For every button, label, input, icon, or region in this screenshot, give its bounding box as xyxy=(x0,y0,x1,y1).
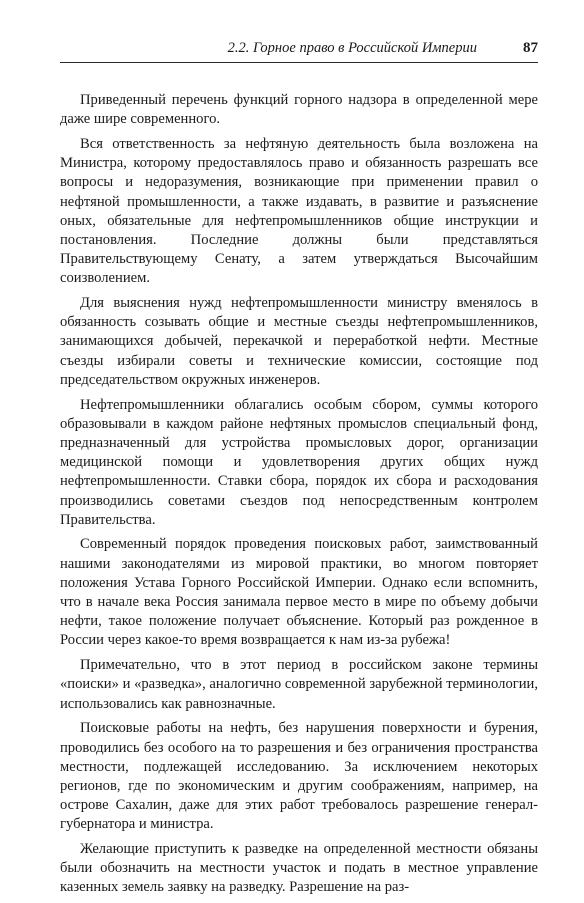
paragraph: Для выяснения нужд нефтепромышленности министру вменялось в обязанность созывать общие и местные съезды нефтепромышленников, занимающихся добычей, перекачкой и переработкой нефти. Местные съезды избирали советы и технические комиссии, состоящие под председательством окружных инженеров. xyxy=(60,295,538,388)
paragraph: Желающие приступить к разведке на определенной местности обязаны были обозначить на местности участок и подать в местное управление казенных земель заявку на разведку. Разрешение на раз- xyxy=(60,841,538,896)
body-text xyxy=(60,91,538,898)
paragraph: Примечательно, что в этот период в российском законе термины «поиски» и «разведка», аналогично современной зарубежной терминологии, использовались как равнозначные. xyxy=(60,657,538,712)
paragraph: Нефтепромышленники облагались особым сбором, суммы которого образовывали в каждом районе нефтяных промыслов специальный фонд, предназначенный для устройства промысловых дорог, организации медицинской помощи и удовлетворения других общих нужд нефтепромышленности. Ставки сбора, порядок их сбора и расходования производились советами съездов под непосредственным контролем Правительства. xyxy=(60,396,538,528)
running-header xyxy=(60,38,538,63)
paragraph: Поисковые работы на нефть, без нарушения поверхности и бурения, проводились без особого на то разрешения и без ограничения пространства местности, подлежащей исследованию. За исключением некоторых регионов, где по экономическим и другим соображениям, например, на острове Сахалин, даже для этих работ требовалось разрешение генерал-губернатора и министра. xyxy=(60,720,538,833)
running-title: 2.2. Горное право в Российской Империи xyxy=(227,40,477,56)
paragraph: Современный порядок проведения поисковых работ, заимствованный нашими законодателями из мировой практики, во многом повторяет положения Устава Горного Российской Империи. Однако если вспомнить, что в начале века Россия занимала первое место в мире по объему добычи нефти, такое положение получает объяснение. Который раз рожденное в России через какое-то время возвращается к нам из-за рубежа! xyxy=(60,536,538,649)
book-page xyxy=(60,38,538,903)
paragraph: Приведенный перечень функций горного надзора в определенной мере даже шире современного. xyxy=(60,92,538,128)
page-number: 87 xyxy=(523,40,538,56)
paragraph: Вся ответственность за нефтяную деятельность была возложена на Министра, которому предоставлялось право и обязанность разрешать все вопросы и недоразумения, возникающие при применении правил о нефтяной промышленности, а также издавать, в развитие и разъяснение оных, обязательные для нефтепромышленников общие инструкции и постановления. Последние должны были представляться Правительствующему Сенату, а затем утверждаться Высочайшим соизволением. xyxy=(60,135,538,287)
